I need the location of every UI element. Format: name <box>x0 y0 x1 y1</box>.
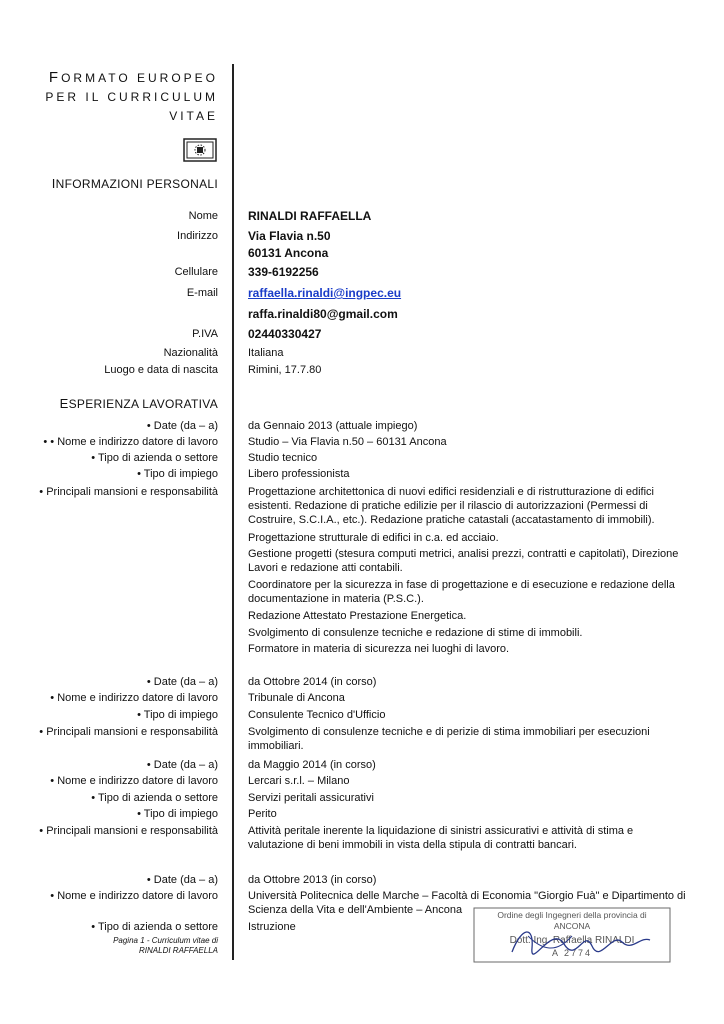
job1-duty-3: Gestione progetti (stesura computi metrici, analisi prezzi, contratti e capitolati), Direzione Lavori e redazione atti contabili. <box>248 548 679 574</box>
column-divider <box>232 64 234 960</box>
value-name: RINALDI RAFFAELLA <box>248 209 372 223</box>
job4-employer: Università Politecnica delle Marche – Facoltà di Economia "Giorgio Fuà" e Dipartimento di Scienza della Vita e dell'Ambiente – Ancona <box>248 890 686 916</box>
section-heading-work: ESPERIENZA LAVORATIVA <box>59 396 218 411</box>
job1-duty-4: Coordinatore per la sicurezza in fase di progettazione e di esecuzione e redazione della documentazione in materia (P.S.C.). <box>248 579 675 605</box>
europass-logo-icon <box>183 138 217 162</box>
value-address-line2: 60131 Ancona <box>248 246 329 260</box>
title-initial: F <box>48 69 62 86</box>
professional-stamp <box>472 906 672 964</box>
job1-duty-1: Progettazione architettonica di nuovi edifici residenziali e di ristrutturazione di edifici esistenti. Redazione di pratiche edilizie per il rilascio di autorizzazioni (Permessi di Costruire, S.C.I.A., etc.). Redazione pratiche catastali (accatastamento di immobili). <box>248 486 655 526</box>
job1-duty-2: Progettazione strutturale di edifici in c.a. ed acciaio. <box>248 532 499 544</box>
job1-sector: Studio tecnico <box>248 452 318 464</box>
job3-duties-label: • Principali mansioni e responsabilità <box>39 825 218 837</box>
job4-date: da Ottobre 2013 (in corso) <box>248 874 377 886</box>
job2-duties-label: • Principali mansioni e responsabilità <box>39 726 218 738</box>
value-email-secondary: raffa.rinaldi80@gmail.com <box>248 307 398 321</box>
title-line-1: ORMATO EUROPEO <box>61 71 218 85</box>
job1-duties-label: • Principali mansioni e responsabilità <box>39 486 218 498</box>
job2-type: Consulente Tecnico d'Ufficio <box>248 709 386 721</box>
job4-sector-label: • Tipo di azienda o settore <box>91 921 218 933</box>
label-email: E-mail <box>186 287 218 299</box>
job3-employer: Lercari s.r.l. – Milano <box>248 775 350 787</box>
job3-date: da Maggio 2014 (in corso) <box>248 759 376 771</box>
job1-duty-6: Svolgimento di consulenze tecniche e redazione di stime di immobili. <box>248 627 583 639</box>
job2-employer-label: • Nome e indirizzo datore di lavoro <box>50 692 218 704</box>
job3-duties: Attività peritale inerente la liquidazione di sinistri assicurativi e attività di stima e valutazione di beni immobili in vista della stipula di contratti bancari. <box>248 825 634 851</box>
section-heading-personal: INFORMAZIONI PERSONALI <box>51 176 218 191</box>
stamp-line-4: A 2774 <box>551 948 593 958</box>
job1-employer-label: • • Nome e indirizzo datore di lavoro <box>43 436 218 448</box>
email-link[interactable]: raffaella.rinaldi@ingpec.eu <box>248 286 402 300</box>
value-birth: Rimini, 17.7.80 <box>248 364 322 376</box>
value-piva: 02440330427 <box>248 327 322 341</box>
job2-duties: Svolgimento di consulenze tecniche e di perizie di stima immobiliari per esecuzioni immobiliari. <box>248 726 650 752</box>
footer-line-2: RINALDI RAFFAELLA <box>139 946 218 955</box>
job3-date-label: • Date (da – a) <box>146 759 218 771</box>
value-phone: 339-6192256 <box>248 265 319 279</box>
label-piva: P.IVA <box>192 328 218 340</box>
footer-line-1: Pagina 1 - Curriculum vitae di <box>113 936 218 945</box>
job1-type-label: • Tipo di impiego <box>137 468 218 480</box>
job2-type-label: • Tipo di impiego <box>137 709 218 721</box>
job3-type: Perito <box>248 808 277 820</box>
cv-title <box>45 68 218 126</box>
value-nationality: Italiana <box>248 347 284 359</box>
job1-date-label: • Date (da – a) <box>146 420 218 432</box>
job2-employer: Tribunale di Ancona <box>248 692 345 704</box>
label-name: Nome <box>188 210 218 222</box>
job1-duty-7: Formatore in materia di sicurezza nei luoghi di lavoro. <box>248 643 510 655</box>
job1-date: da Gennaio 2013 (attuale impiego) <box>248 420 418 432</box>
job3-sector: Servizi peritali assicurativi <box>248 792 374 804</box>
job1-sector-label: • Tipo di azienda o settore <box>91 452 218 464</box>
label-address: Indirizzo <box>177 230 218 242</box>
job2-date: da Ottobre 2014 (in corso) <box>248 676 377 688</box>
job1-duty-5: Redazione Attestato Prestazione Energetica. <box>248 610 467 622</box>
page-footer <box>113 936 218 956</box>
job4-employer-label: • Nome e indirizzo datore di lavoro <box>50 890 218 902</box>
job1-employer: Studio – Via Flavia n.50 – 60131 Ancona <box>248 436 447 448</box>
label-birth: Luogo e data di nascita <box>104 364 218 376</box>
job1-type: Libero professionista <box>248 468 350 480</box>
job3-sector-label: • Tipo di azienda o settore <box>91 792 218 804</box>
label-nationality: Nazionalità <box>163 347 218 359</box>
job4-date-label: • Date (da – a) <box>146 874 218 886</box>
job3-employer-label: • Nome e indirizzo datore di lavoro <box>50 775 218 787</box>
stamp-line-1: Ordine degli Ingegneri della provincia di <box>497 910 647 920</box>
job4-sector: Istruzione <box>248 921 296 933</box>
stamp-line-3: Dott. Ing. Raffaella RINALDI <box>509 935 635 946</box>
stamp-line-2: ANCONA <box>553 921 591 931</box>
value-address-line1: Via Flavia n.50 <box>248 229 331 243</box>
job2-date-label: • Date (da – a) <box>146 676 218 688</box>
label-phone: Cellulare <box>174 266 218 278</box>
title-line-3: VITAE <box>169 109 218 123</box>
job3-type-label: • Tipo di impiego <box>137 808 218 820</box>
title-line-2: PER IL CURRICULUM <box>45 90 218 104</box>
